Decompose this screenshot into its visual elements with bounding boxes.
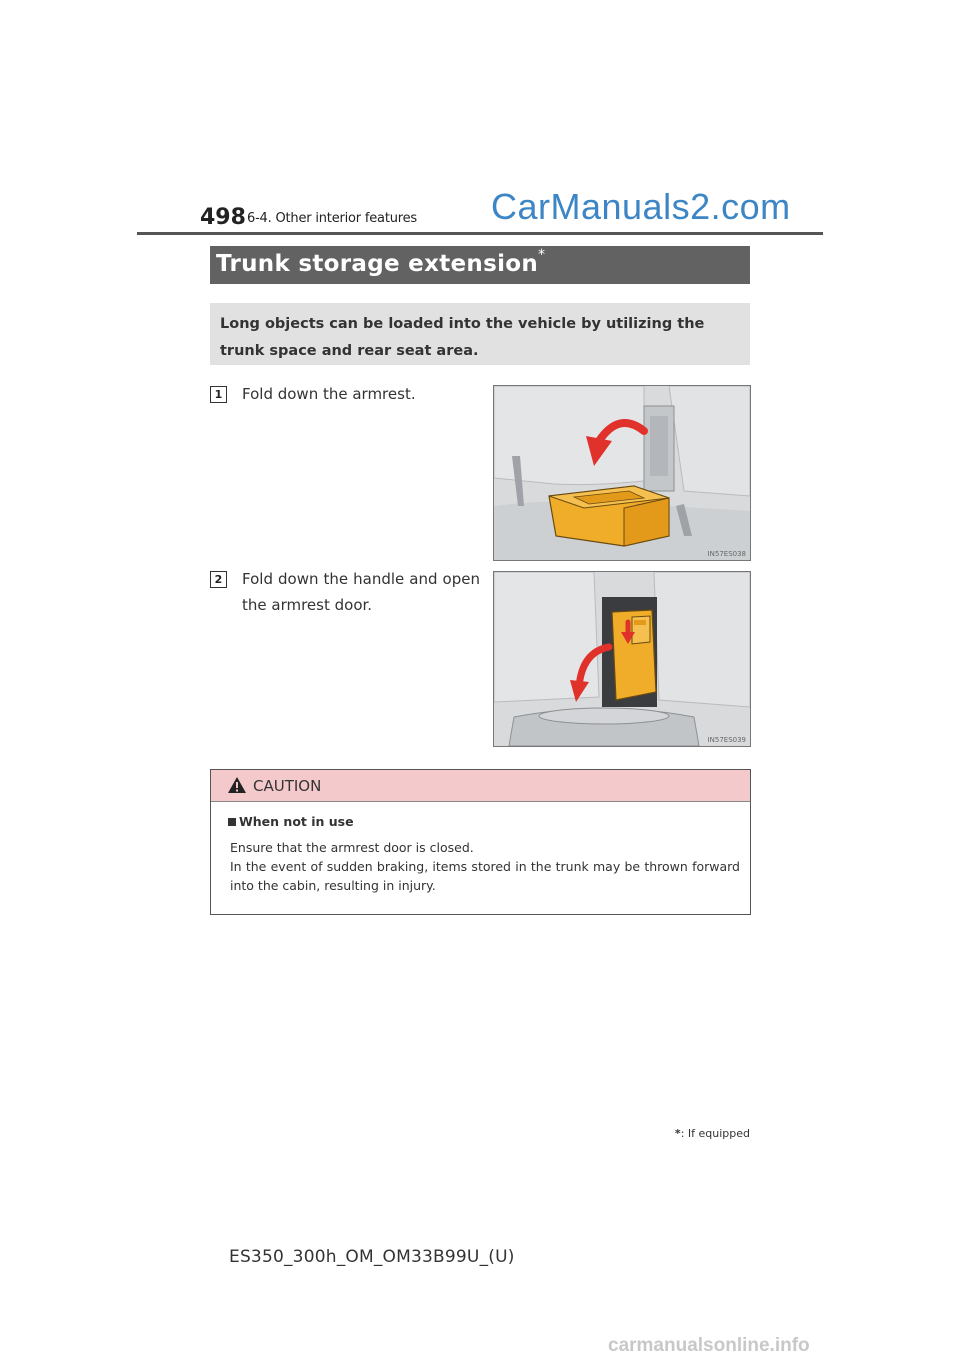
watermark-logo: CarManuals2.com <box>491 186 791 227</box>
step-2-text: Fold down the handle and open the armrest door. <box>242 570 480 614</box>
caution-body-line-2: In the event of sudden braking, items stored in the trunk may be thrown forward into the cabin, resulting in injury. <box>230 859 740 893</box>
bullet-square-icon <box>228 818 236 826</box>
step-1-number: 1 <box>210 386 227 403</box>
footnote <box>560 1127 750 1140</box>
document-id: ES350_300h_OM_OM33B99U_(U) <box>229 1247 515 1267</box>
caution-body-line-1: Ensure that the armrest door is closed. <box>230 840 474 855</box>
step-1-text: Fold down the armrest. <box>242 385 416 403</box>
caution-header <box>211 770 750 802</box>
page-title <box>216 247 546 277</box>
footer-watermark: carmanualsonline.info <box>608 1335 810 1356</box>
header-divider <box>137 232 823 235</box>
caution-box <box>210 769 751 915</box>
intro-box <box>210 303 750 365</box>
intro-text: Long objects can be loaded into the vehicle by utilizing the trunk space and rear seat area. <box>220 316 705 359</box>
step-2-number: 2 <box>210 571 227 588</box>
caution-subtitle: When not in use <box>239 814 354 829</box>
footnote-asterisk: * <box>674 1127 681 1140</box>
step-1-illustration <box>493 385 751 561</box>
caution-body <box>230 838 740 895</box>
section-label: 6-4. Other interior features <box>247 211 417 226</box>
caution-title: CAUTION <box>253 777 322 795</box>
section-title-bar <box>210 246 750 284</box>
step-2-image-code: IN57ES039 <box>707 736 746 744</box>
page-number: 498 <box>200 205 246 230</box>
step-2-illustration <box>493 571 751 747</box>
step-1-image-code: IN57ES038 <box>707 550 746 558</box>
warning-triangle-icon <box>227 776 247 798</box>
footnote-text: : If equipped <box>680 1127 750 1140</box>
page-title-text: Trunk storage extension <box>216 251 539 277</box>
equipped-asterisk: * <box>538 247 546 263</box>
